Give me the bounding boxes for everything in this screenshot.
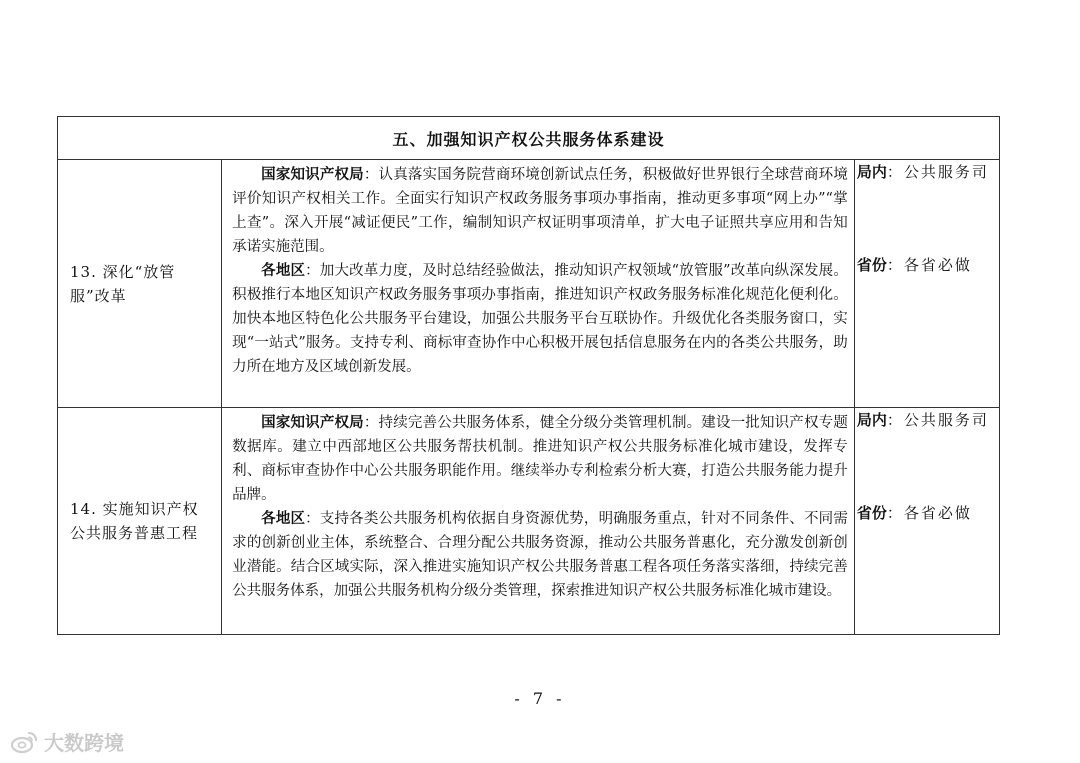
agency-label: 各地区 [261, 263, 306, 279]
page-number: - 7 - [514, 689, 566, 708]
responsible-units [854, 160, 999, 408]
section-title: 五、加强知识产权公共服务体系建设 [58, 117, 1000, 160]
task-paragraph [232, 507, 848, 603]
task-paragraph [232, 411, 848, 507]
resp-label: 局内 [856, 163, 887, 181]
table-row [58, 160, 1000, 408]
responsible-line [857, 409, 989, 430]
task-paragraph [232, 163, 848, 259]
section-header-row [58, 117, 1000, 160]
resp-value: ：各省必做 [886, 256, 972, 274]
task-content [222, 160, 855, 408]
responsible-line [857, 254, 972, 275]
weibo-logo-icon [10, 729, 40, 755]
agency-label: 国家知识产权局 [261, 167, 364, 183]
responsible-units [854, 408, 999, 635]
agency-label: 国家知识产权局 [261, 415, 364, 431]
task-text: ：加大改革力度，及时总结经验做法，推动知识产权领域“放管服”改革向纵深发展。积极推行本地区知识产权政务服务事项办事指南，推进知识产权政务服务标准化规范化便利化。加快本地区特色化公共服务平台建设，加强公共服务平台互联协作。升级优化各类服务窗口，实现“一站式”服务。支持专利、商标审查协作中心积极开展包括信息服务在内的各类公共服务，助力所在地方及区域创新发展。 [232, 263, 848, 375]
task-text: ：持续完善公共服务体系，健全分级分类管理机制。建设一批知识产权专题数据库。建立中西部地区公共服务帮扶机制。推进知识产权公共服务标准化城市建设，发挥专利、商标审查协作中心公共服务职能作用。继续举办专利检索分析大赛，打造公共服务能力提升品牌。 [232, 415, 848, 503]
policy-table [57, 116, 1000, 635]
resp-value: ：公共服务司 [886, 411, 989, 429]
resp-label: 省份 [856, 256, 887, 274]
responsible-line [857, 502, 972, 523]
item-name: 13. 深化“放管服”改革 [58, 160, 222, 408]
resp-label: 省份 [856, 504, 887, 522]
task-content [222, 408, 855, 635]
task-paragraph [232, 259, 848, 379]
task-text: ：支持各类公共服务机构依据自身资源优势，明确服务重点，针对不同条件、不同需求的创新创业主体，系统整合、合理分配公共服务资源，推动公共服务普惠化，充分激发创新创业潜能。结合区域实际，深入推进实施知识产权公共服务普惠工程各项任务落实落细，持续完善公共服务体系，加强公共服务机构分级分类管理，探索推进知识产权公共服务标准化城市建设。 [232, 511, 848, 599]
watermark [10, 727, 124, 756]
resp-value: ：各省必做 [886, 504, 972, 522]
resp-value: ：公共服务司 [886, 163, 989, 181]
agency-label: 各地区 [261, 511, 306, 527]
watermark-text: 大数跨境 [44, 731, 124, 755]
item-name: 14. 实施知识产权公共服务普惠工程 [58, 408, 222, 635]
responsible-line [857, 161, 989, 182]
table-row [58, 408, 1000, 635]
resp-label: 局内 [856, 411, 887, 429]
task-text: ：认真落实国务院营商环境创新试点任务，积极做好世界银行全球营商环境评价知识产权相关工作。全面实行知识产权政务服务事项办事指南，推动更多事项“网上办”“掌上查”。深入开展“减证便民”工作，编制知识产权证明事项清单，扩大电子证照共享应用和告知承诺实施范围。 [232, 167, 848, 255]
